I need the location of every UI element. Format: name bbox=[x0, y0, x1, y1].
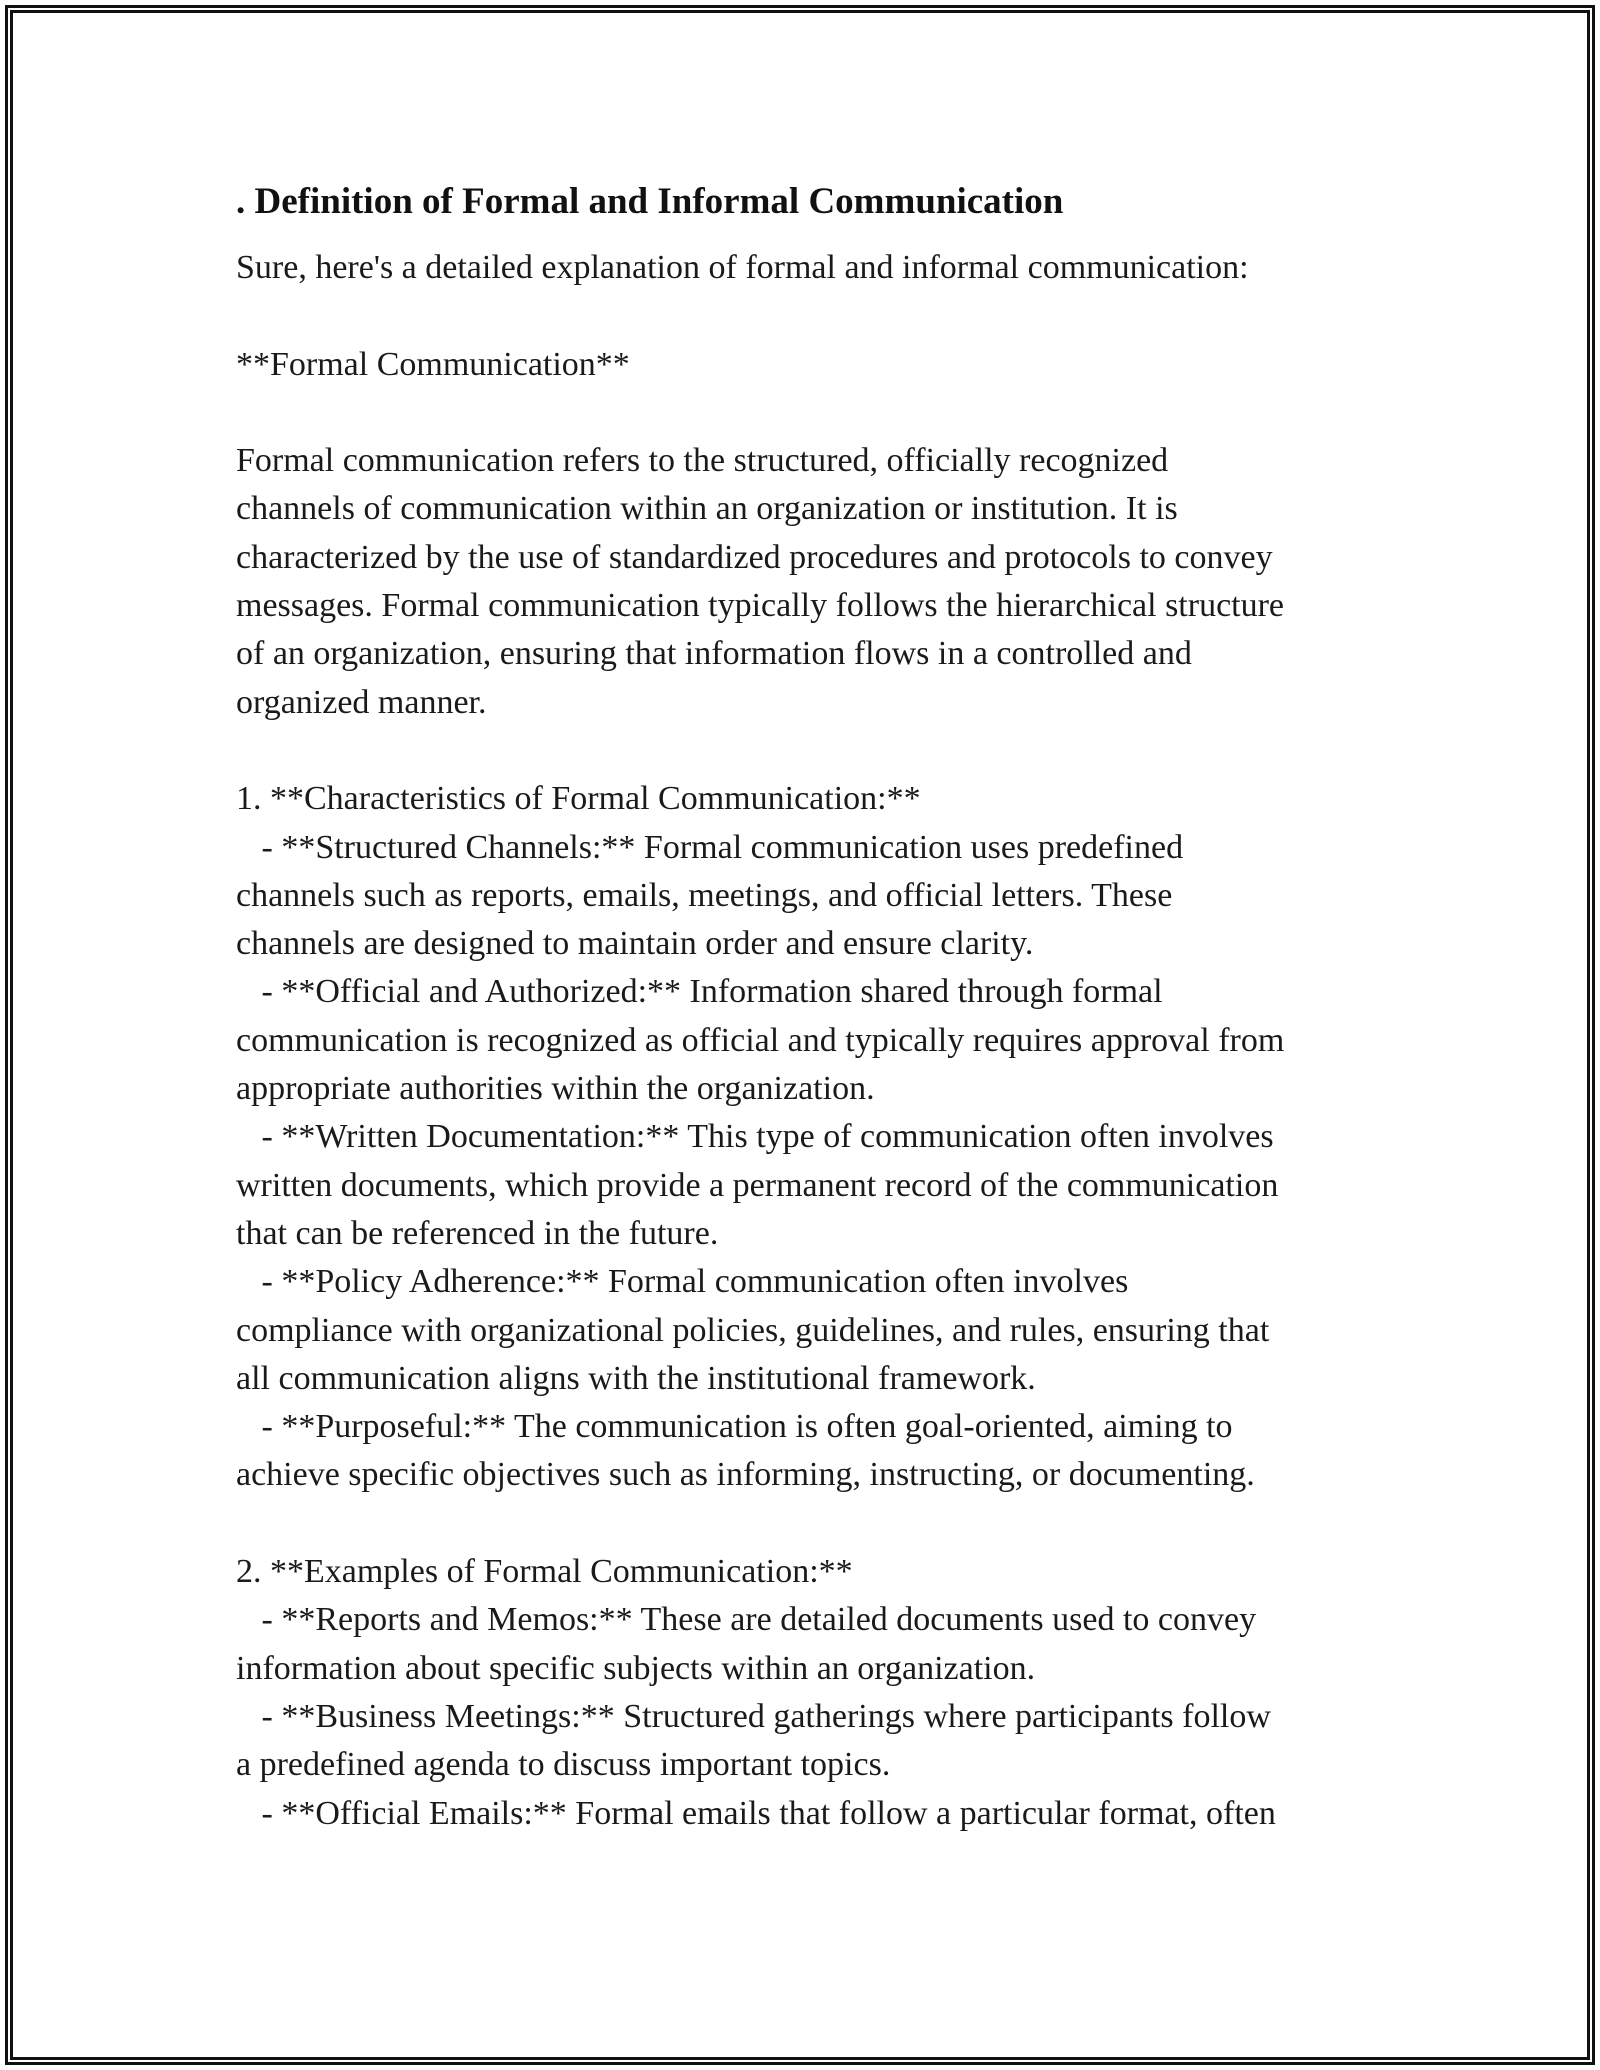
text-line: compliance with organizational policies, guidelines, and rules, ensuring that bbox=[236, 1311, 1270, 1349]
text-line: channels of communication within an organization or institution. It is bbox=[236, 490, 1178, 528]
text-line: - **Reports and Memos:** These are detailed documents used to convey bbox=[236, 1601, 1257, 1639]
blank-line bbox=[236, 389, 1386, 437]
document-body bbox=[236, 178, 1386, 1838]
text-line: - **Purposeful:** The communication is often goal-oriented, aiming to bbox=[236, 1408, 1233, 1446]
text-line: communication is recognized as official and typically requires approval from bbox=[236, 1021, 1285, 1059]
text-line: all communication aligns with the institutional framework. bbox=[236, 1359, 1036, 1397]
text-line: achieve specific objectives such as informing, instructing, or documenting. bbox=[236, 1456, 1255, 1494]
text-line: Formal communication refers to the structured, officially recognized bbox=[236, 442, 1169, 480]
text-line: organized manner. bbox=[236, 683, 487, 721]
text-line: - **Official Emails:** Formal emails that follow a particular format, often bbox=[236, 1794, 1276, 1832]
text-line: information about specific subjects within an organization. bbox=[236, 1649, 1036, 1687]
text-line: characterized by the use of standardized procedures and protocols to convey bbox=[236, 538, 1273, 576]
text-line: a predefined agenda to discuss important topics. bbox=[236, 1746, 891, 1784]
blank-line bbox=[236, 1500, 1386, 1548]
blank-line bbox=[236, 292, 1386, 340]
text-line: - **Official and Authorized:** Information shared through formal bbox=[236, 973, 1163, 1011]
document-title: . Definition of Formal and Informal Communication bbox=[236, 181, 1064, 222]
text-line: 2. **Examples of Formal Communication:** bbox=[236, 1553, 853, 1591]
text-line: - **Policy Adherence:** Formal communication often involves bbox=[236, 1263, 1129, 1301]
text-line: written documents, which provide a permanent record of the communication bbox=[236, 1166, 1279, 1204]
text-line: messages. Formal communication typically follows the hierarchical structure bbox=[236, 587, 1285, 625]
text-line: that can be referenced in the future. bbox=[236, 1214, 719, 1252]
text-line: **Formal Communication** bbox=[236, 345, 630, 383]
blank-line bbox=[236, 727, 1386, 775]
text-line: - **Written Documentation:** This type of communication often involves bbox=[236, 1118, 1274, 1156]
text-line: channels are designed to maintain order and ensure clarity. bbox=[236, 925, 1034, 963]
text-line: appropriate authorities within the organization. bbox=[236, 1070, 875, 1108]
text-line: - **Structured Channels:** Formal communication uses predefined bbox=[236, 828, 1184, 866]
text-line: channels such as reports, emails, meetings, and official letters. These bbox=[236, 876, 1173, 914]
text-line: - **Business Meetings:** Structured gatherings where participants follow bbox=[236, 1697, 1271, 1735]
text-line: Sure, here's a detailed explanation of formal and informal communication: bbox=[236, 249, 1249, 286]
text-line: 1. **Characteristics of Formal Communication:** bbox=[236, 780, 921, 818]
text-line: of an organization, ensuring that information flows in a controlled and bbox=[236, 635, 1192, 673]
document-lines bbox=[236, 244, 1386, 1838]
